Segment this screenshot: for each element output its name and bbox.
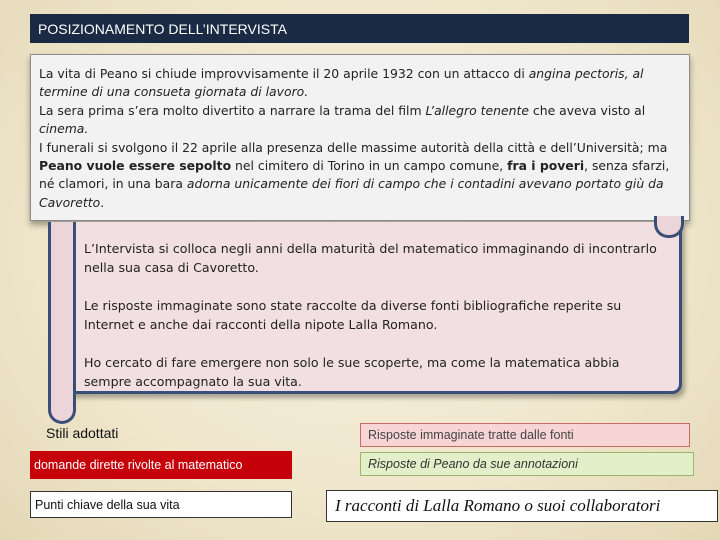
intro-paragraph-1 bbox=[39, 65, 681, 102]
intro-italic-text: cinema. bbox=[39, 121, 89, 137]
legend-key-points-text: Punti chiave della sua vita bbox=[35, 497, 180, 512]
page-title-text: POSIZIONAMENTO DELL’INTERVISTA bbox=[38, 20, 287, 37]
legend-direct-questions-text: domande dirette rivolte al matematico bbox=[34, 458, 243, 472]
intro-text: . bbox=[100, 194, 105, 210]
legend-key-points bbox=[30, 491, 292, 518]
intro-text: che aveva visto al bbox=[528, 102, 646, 118]
scroll-paragraph-2: Le risposte immaginate sono state raccolte da diverse fonti bibliografiche reperite su Internet e anche dai racconti della nipote Lalla Romano. bbox=[84, 298, 622, 332]
legend-imagined-answers-text: Risposte immaginate tratte dalle fonti bbox=[368, 428, 574, 442]
intro-text: nel cimitero di Torino in un campo comune, bbox=[231, 158, 508, 174]
intro-bold-text: Peano vuole essere sepolto bbox=[39, 158, 232, 174]
styles-heading: Stili adottati bbox=[46, 425, 119, 441]
intro-text: , senza sfarzi, né clamori, in una bara bbox=[39, 158, 670, 192]
legend-peano-answers-text: Risposte di Peano da sue annotazioni bbox=[368, 457, 578, 471]
scroll-paragraph-3: Ho cercato di fare emergere non solo le sue scoperte, ma come la matematica abbia sempre accompagnato la sua vita. bbox=[84, 355, 620, 389]
film-title: L’allegro tenente bbox=[425, 102, 529, 118]
legend-imagined-answers bbox=[360, 423, 690, 447]
legend-direct-questions bbox=[30, 451, 292, 479]
intro-text: La vita di Peano si chiude improvvisamente il 20 aprile 1932 con un attacco di bbox=[39, 66, 529, 81]
intro-italic-text: angina pectoris, al termine di una consueta giornata di lavoro. bbox=[39, 66, 644, 100]
scroll-roll-left bbox=[48, 222, 76, 424]
intro-text-box bbox=[30, 54, 690, 221]
intro-text: La sera prima s’era molto divertito a narrare la trama del film bbox=[39, 102, 426, 118]
intro-text: I funerali si svolgono il 22 aprile alla presenza delle massime autorità della città e dell’Università; ma bbox=[39, 139, 668, 155]
scroll-paragraph-1: L’Intervista si colloca negli anni della maturità del matematico immaginando di incontrarlo nella sua casa di Cavoretto. bbox=[84, 241, 657, 275]
intro-bold-text: fra i poveri bbox=[507, 158, 585, 174]
legend-lalla-romano-text: I racconti di Lalla Romano o suoi collaboratori bbox=[335, 496, 661, 515]
page-title bbox=[30, 14, 689, 43]
legend-peano-answers bbox=[360, 452, 694, 476]
intro-paragraph-2 bbox=[39, 102, 681, 139]
legend-lalla-romano bbox=[326, 490, 718, 522]
scroll-text bbox=[84, 240, 664, 412]
intro-paragraph-3 bbox=[39, 139, 681, 213]
intro-italic-text: adorna unicamente dei fiori di campo che i contadini avevano portato giù da Cavoretto bbox=[39, 176, 664, 210]
